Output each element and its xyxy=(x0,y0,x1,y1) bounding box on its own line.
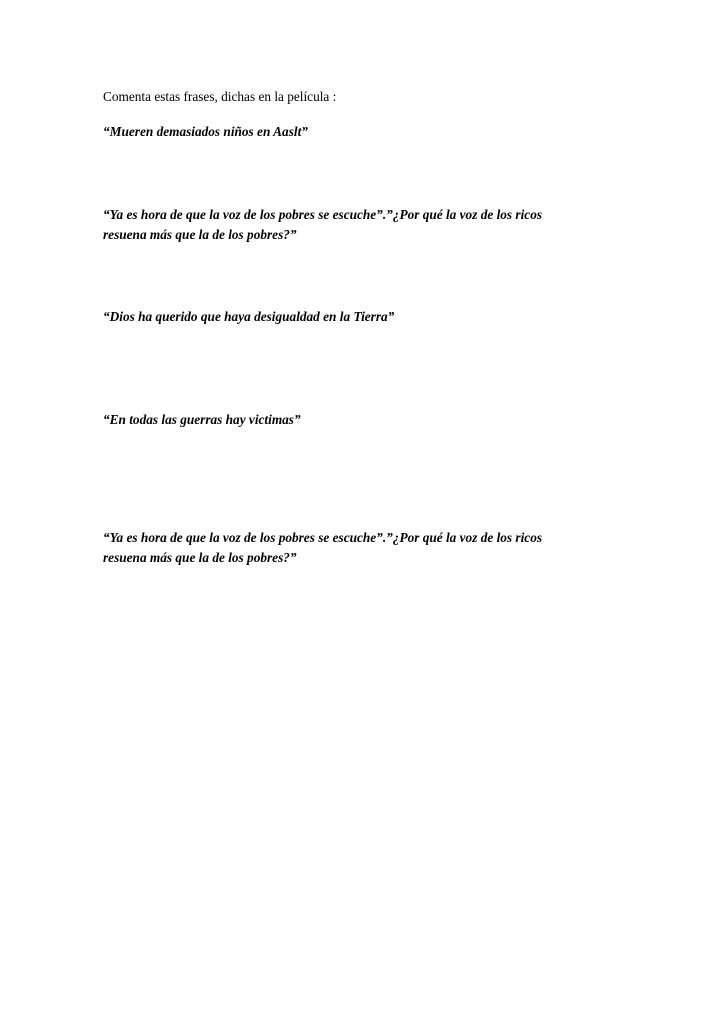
quote-4 xyxy=(103,410,623,430)
quote-4-line-1: “En todas las guerras hay victimas” xyxy=(103,412,301,427)
quote-5-line-1: “Ya es hora de que la voz de los pobres se escuche”.”¿Por qué la voz de los ricos xyxy=(103,530,543,545)
quote-3 xyxy=(103,307,623,327)
quote-2-line-2: resuena más que la de los pobres?” xyxy=(103,227,297,242)
quote-2-line-1: “Ya es hora de que la voz de los pobres se escuche”.”¿Por qué la voz de los ricos xyxy=(103,207,543,222)
quote-1-line-1: “Mueren demasiados niños en Aaslt” xyxy=(103,124,308,139)
intro-text: Comenta estas frases, dichas en la película : xyxy=(103,89,337,104)
quote-5-line-2: resuena más que la de los pobres?” xyxy=(103,550,297,565)
quote-1 xyxy=(103,122,623,142)
quote-2 xyxy=(103,205,623,245)
quote-5 xyxy=(103,528,623,568)
quote-3-line-1: “Dios ha querido que haya desigualdad en la Tierra” xyxy=(103,309,395,324)
